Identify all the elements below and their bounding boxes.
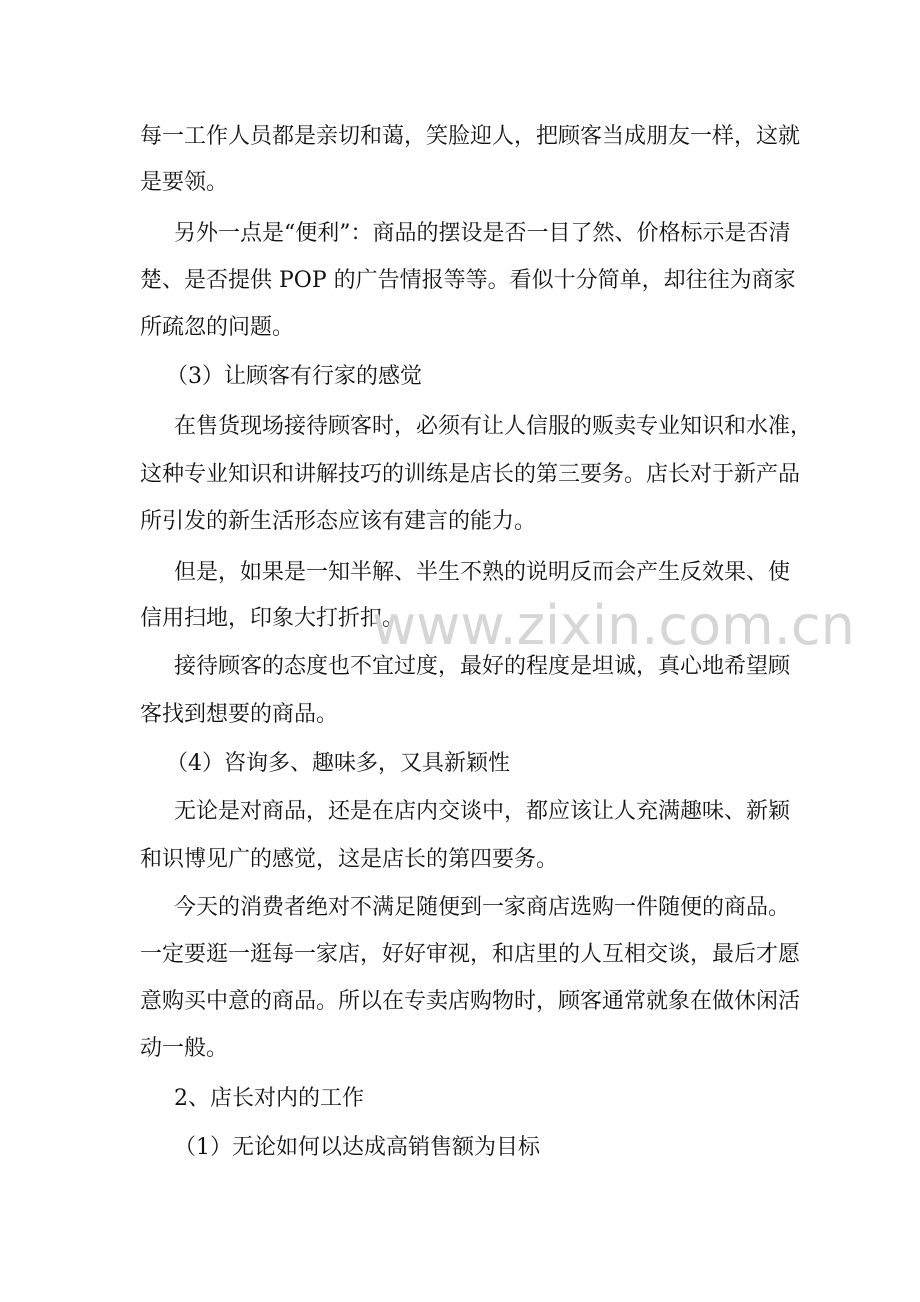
body-line: 意购买中意的商品。所以在专卖店购物时，顾客通常就象在做休闲活 (140, 989, 801, 1014)
body-line: 一定要逛一逛每一家店，好好审视，和店里的人互相交谈，最后才愿 (140, 942, 801, 967)
body-line: 无论是对商品，还是在店内交谈中，都应该让人充满趣味、新颖 (174, 799, 791, 824)
body-line: 是要领。 (140, 170, 229, 195)
body-line: 所引发的新生活形态应该有建言的能力。 (140, 509, 537, 534)
body-line: 客找到想要的商品。 (140, 702, 339, 727)
section-heading: （3）让顾客有行家的感觉 (166, 364, 422, 389)
body-line: 每一工作人员都是亲切和蔼，笑脸迎人，把顾客当成朋友一样，这就 (140, 124, 801, 149)
body-line: 信用扫地，印象大打折扣。 (140, 606, 405, 631)
section-heading: 2、店长对内的工作 (174, 1086, 364, 1111)
section-heading: （4）咨询多、趣味多，又具新颖性 (166, 751, 510, 776)
section-heading: （1）无论如何以达成高销售额为目标 (174, 1135, 540, 1160)
body-line: 今天的消费者绝对不满足随便到一家商店选购一件随便的商品。 (174, 895, 791, 920)
body-line: 接待顾客的态度也不宜过度，最好的程度是坦诚，真心地希望顾 (174, 654, 791, 679)
body-line: 和识博见广的感觉，这是店长的第四要务。 (140, 847, 559, 872)
watermark: www.zixin.com.cn (372, 594, 855, 657)
body-line: 另外一点是“便利”：商品的摆设是否一目了然、价格标示是否清 (174, 221, 791, 246)
body-line: 但是，如果是一知半解、半生不熟的说明反而会产生反效果、使 (174, 560, 791, 585)
body-line: 在售货现场接待顾客时，必须有让人信服的贩卖专业知识和水准， (174, 414, 813, 439)
body-line: 动一般。 (140, 1036, 229, 1061)
body-line: 楚、是否提供 POP 的广告情报等等。看似十分简单，却往往为商家 (140, 268, 796, 293)
body-line: 这种专业知识和讲解技巧的训练是店长的第三要务。店长对于新产品 (140, 462, 801, 487)
body-line: 所疏忽的问题。 (140, 315, 295, 340)
